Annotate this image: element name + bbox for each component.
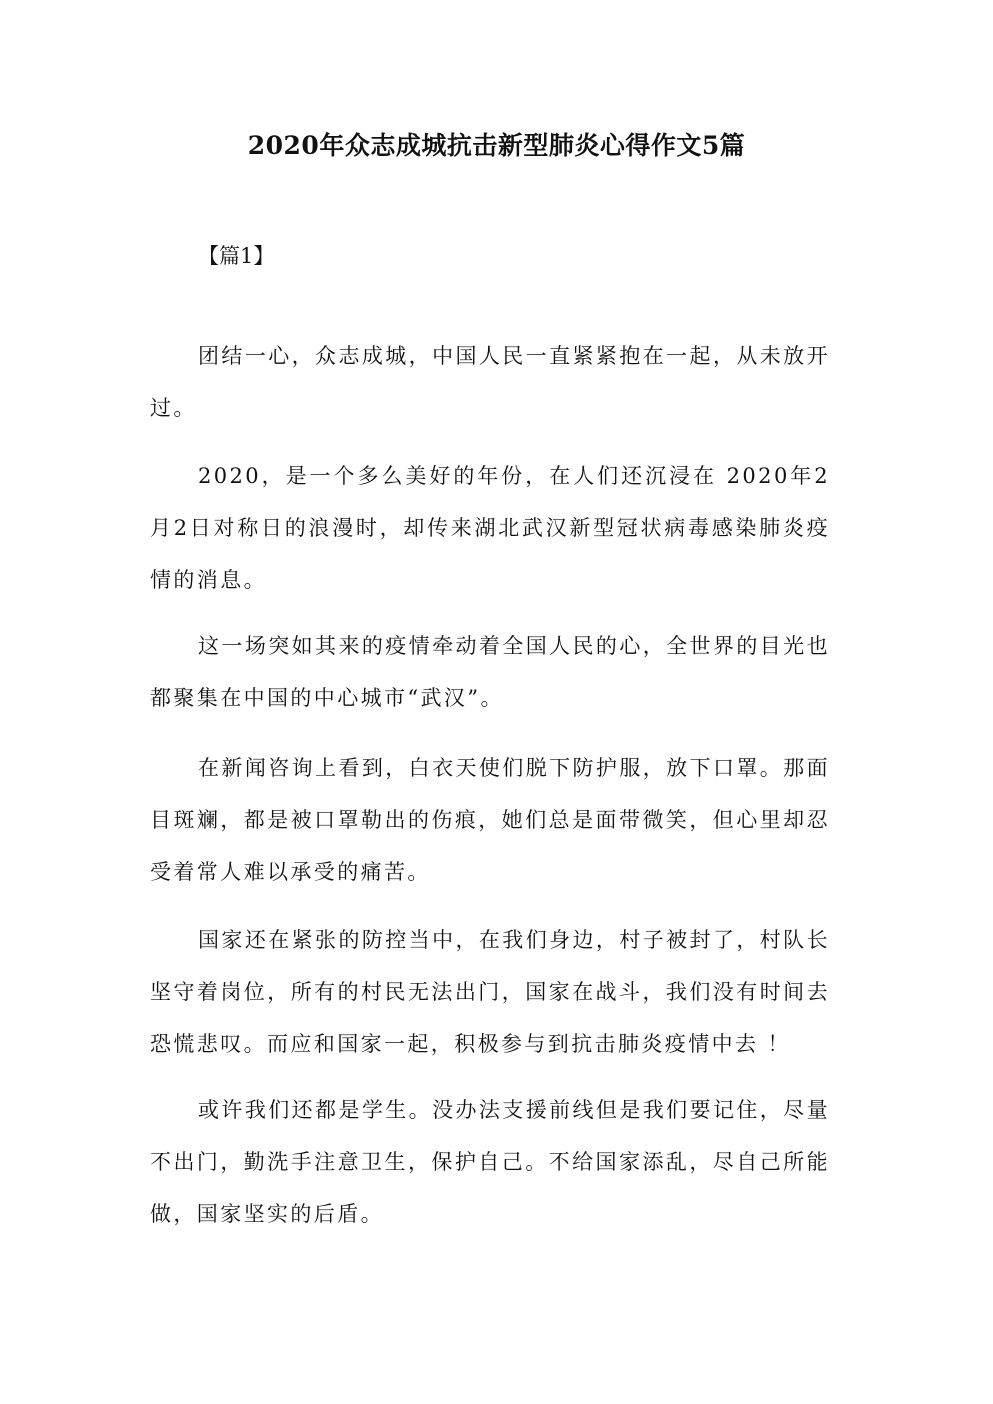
paragraph-6: 或许我们还都是学生。没办法支援前线但是我们要记住，尽量不出门，勤洗手注意卫生，保护自己。不给国家添乱，尽自己所能做，国家坚实的后盾。 [150, 1098, 830, 1226]
section-label: 【篇1】 [198, 244, 275, 268]
paragraph-5: 国家还在紧张的防控当中，在我们身边，村子被封了，村队长坚守着岗位，所有的村民无法出门，国家在战斗，我们没有时间去恐慌悲叹。而应和国家一起，积极参与到抗击肺炎疫情中去 ！ [150, 928, 830, 1056]
paragraph-3: 这一场突如其来的疫情牵动着全国人民的心，全世界的目光也都聚集在中国的中心城市“武汉”。 [150, 634, 830, 710]
paragraph-4: 在新闻咨询上看到，白衣天使们脱下防护服，放下口罩。那面目斑斓，都是被口罩勒出的伤痕，她们总是面带微笑，但心里却忍受着常人难以承受的痛苦。 [150, 756, 830, 884]
document-title: 2020年众志成城抗击新型肺炎心得作文5篇 [247, 131, 746, 160]
paragraph-1: 团结一心，众志成城，中国人民一直紧紧抱在一起，从未放开过。 [150, 344, 830, 420]
paragraph-2: 2020，是一个多么美好的年份，在人们还沉浸在 2020年2月2日对称日的浪漫时，却传来湖北武汉新型冠状病毒感染肺炎疫情的消息。 [150, 464, 830, 592]
